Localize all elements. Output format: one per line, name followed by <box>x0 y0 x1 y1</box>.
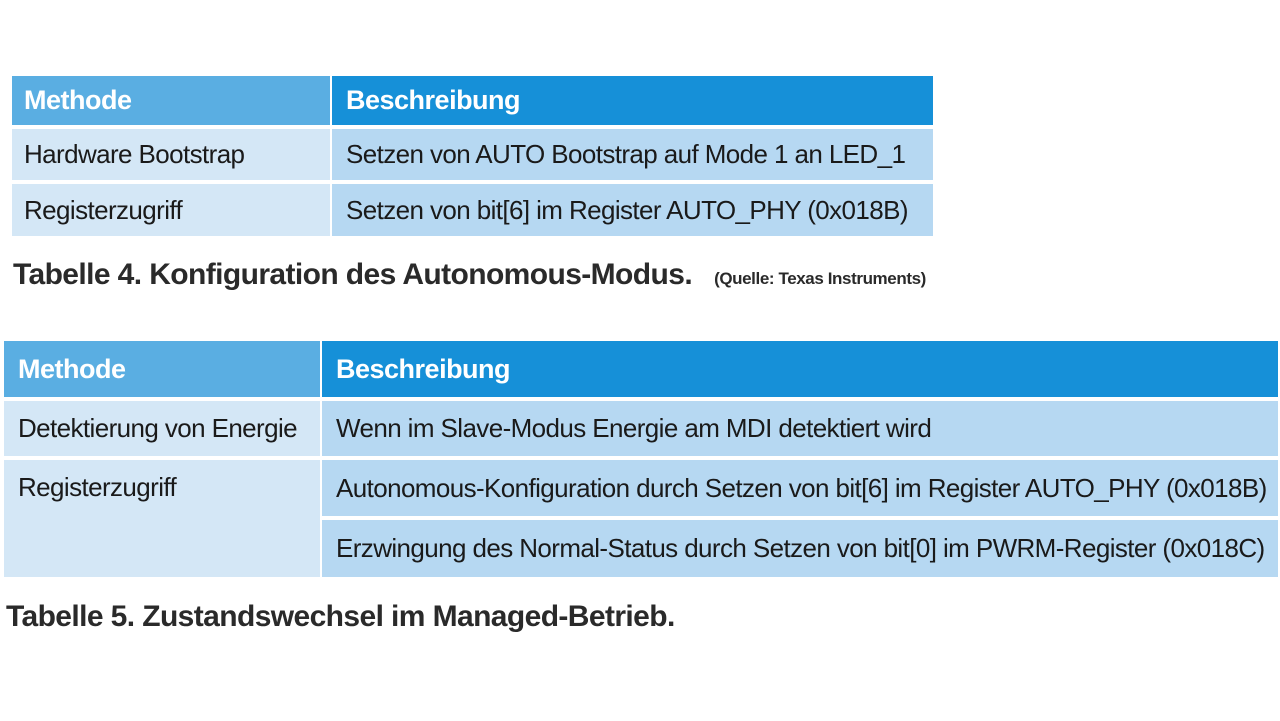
table-5-header-row <box>4 341 1278 397</box>
table-4-header-row <box>12 76 933 125</box>
table-5-row-2-method-text: Registerzugriff <box>18 472 177 502</box>
table-4-row-1-method <box>12 129 330 180</box>
table-5-caption <box>6 600 675 634</box>
table-4-row-1-description-text: Setzen von AUTO Bootstrap auf Mode 1 an LED_1 <box>346 139 906 169</box>
table-row <box>12 184 933 236</box>
table-4-row-2-method-text: Registerzugriff <box>24 194 183 225</box>
table-4-row-1-method-text: Hardware Bootstrap <box>24 139 245 169</box>
table-row <box>4 460 1278 577</box>
table-5-header-description <box>322 341 1278 397</box>
table-4-row-1-description <box>332 129 933 180</box>
table-4-header-method-label: Methode <box>24 85 132 115</box>
table-5 <box>4 341 1278 577</box>
table-4-header-method <box>12 76 330 125</box>
table-4-caption <box>13 258 926 292</box>
table-4-caption-title: Tabelle 4. Konfiguration des Autonomous-Modus. <box>13 258 693 291</box>
table-4-row-2-method <box>12 184 330 236</box>
table-4-row-2-description-text: Setzen von bit[6] im Register AUTO_PHY (0x018B) <box>346 194 908 225</box>
table-5-row-2-description-2 <box>322 520 1278 577</box>
table-5-row-1-method <box>4 401 320 456</box>
table-5-header-description-label: Beschreibung <box>336 353 511 384</box>
table-5-caption-title: Tabelle 5. Zustandswechsel im Managed-Betrieb. <box>6 600 675 633</box>
table-5-row-2-description-2-text: Erzwingung des Normal-Status durch Setzen von bit[0] im PWRM-Register (0x018C) <box>336 533 1265 563</box>
table-4-row-2-description <box>332 184 933 236</box>
table-row <box>4 401 1278 456</box>
table-5-header-method <box>4 341 320 397</box>
table-5-row-1-description-text: Wenn im Slave-Modus Energie am MDI detektiert wird <box>336 413 932 443</box>
table-5-header-method-label: Methode <box>18 353 126 384</box>
table-5-row-2-method <box>4 460 320 577</box>
table-4-caption-source: (Quelle: Texas Instruments) <box>714 269 926 288</box>
table-5-row-1-description <box>322 401 1278 456</box>
table-4-header-description-label: Beschreibung <box>346 85 521 115</box>
table-5-row-2-description-1-text: Autonomous-Konfiguration durch Setzen von bit[6] im Register AUTO_PHY (0x018B) <box>336 472 1267 503</box>
table-5-row-2-description-1 <box>322 460 1278 516</box>
table-4 <box>12 76 933 236</box>
table-5-row-1-method-text: Detektierung von Energie <box>18 413 298 443</box>
table-4-header-description <box>332 76 933 125</box>
table-row <box>12 129 933 180</box>
